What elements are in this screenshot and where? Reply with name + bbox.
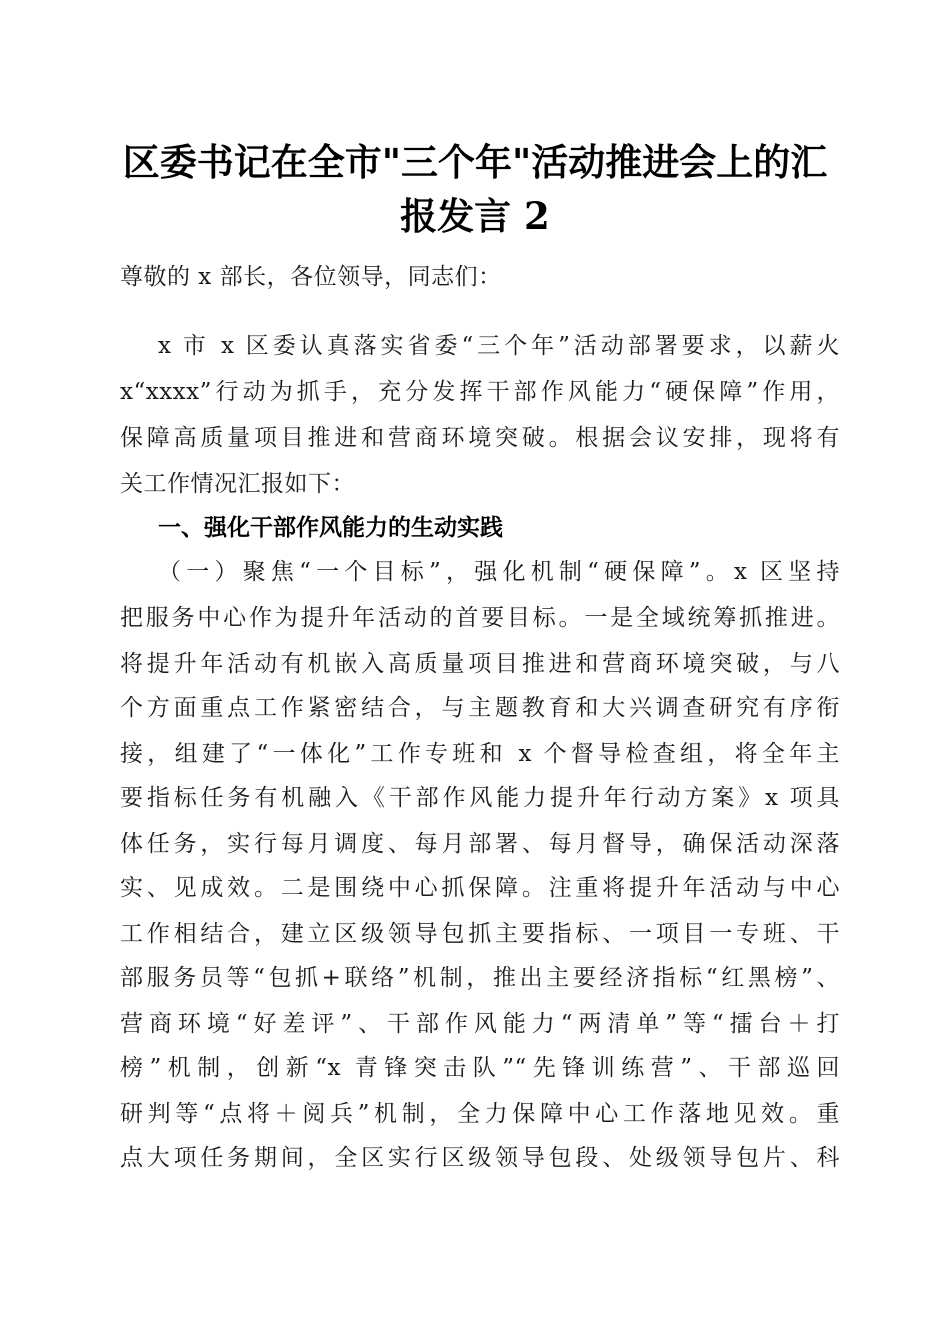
intro-line: 关工作情况汇报如下： xyxy=(120,471,355,497)
body-line: 将提升年活动有机嵌入高质量项目推进和营商环境突破，与八 xyxy=(120,651,840,677)
body-line: 体任务，实行每月调度、每月部署、每月督导，确保活动深落 xyxy=(120,831,840,857)
body-line: 实、见成效。二是围绕中心抓保障。注重将提升年活动与中心 xyxy=(120,875,840,901)
document-title-line-2: 报发言 2 xyxy=(400,194,550,238)
intro-line: x 市 x 区委认真落实省委“三个年”活动部署要求，以薪火 xyxy=(158,333,840,359)
body-line: 要指标任务有机融入《干部作风能力提升年行动方案》x 项具 xyxy=(120,785,840,811)
body-line: 点大项任务期间，全区实行区级领导包段、处级领导包片、科 xyxy=(120,1145,840,1171)
salutation: 尊敬的 x 部长，各位领导，同志们： xyxy=(120,264,502,290)
body-line: 工作相结合，建立区级领导包抓主要指标、一项目一专班、干 xyxy=(120,921,840,947)
intro-line: 保障高质量项目推进和营商环境突破。根据会议安排，现将有 xyxy=(120,425,840,451)
document-title-line-1: 区委书记在全市"三个年"活动推进会上的汇 xyxy=(122,140,828,184)
body-line: 营商环境“好差评”、干部作风能力“两清单”等“擂台＋打 xyxy=(120,1011,840,1037)
body-line: 个方面重点工作紧密结合，与主题教育和大兴调查研究有序衔 xyxy=(120,695,840,721)
body-line: 榜”机制，创新“x 青锋突击队”“先锋训练营”、干部巡回 xyxy=(120,1055,840,1081)
body-line: 部服务员等“包抓+联络”机制，推出主要经济指标“红黑榜”、 xyxy=(120,965,840,991)
intro-line: x“xxxx”行动为抓手，充分发挥干部作风能力“硬保障”作用， xyxy=(120,379,840,405)
section-heading: 一、强化干部作风能力的生动实践 xyxy=(158,515,503,541)
body-line: 接，组建了“一体化”工作专班和 x 个督导检查组，将全年主 xyxy=(120,741,840,767)
body-line: 研判等“点将＋阅兵”机制，全力保障中心工作落地见效。重 xyxy=(120,1101,840,1127)
body-line: （一）聚焦“一个目标”，强化机制“硬保障”。x 区坚持 xyxy=(158,559,840,585)
body-line: 把服务中心作为提升年活动的首要目标。一是全域统筹抓推进。 xyxy=(120,605,840,631)
